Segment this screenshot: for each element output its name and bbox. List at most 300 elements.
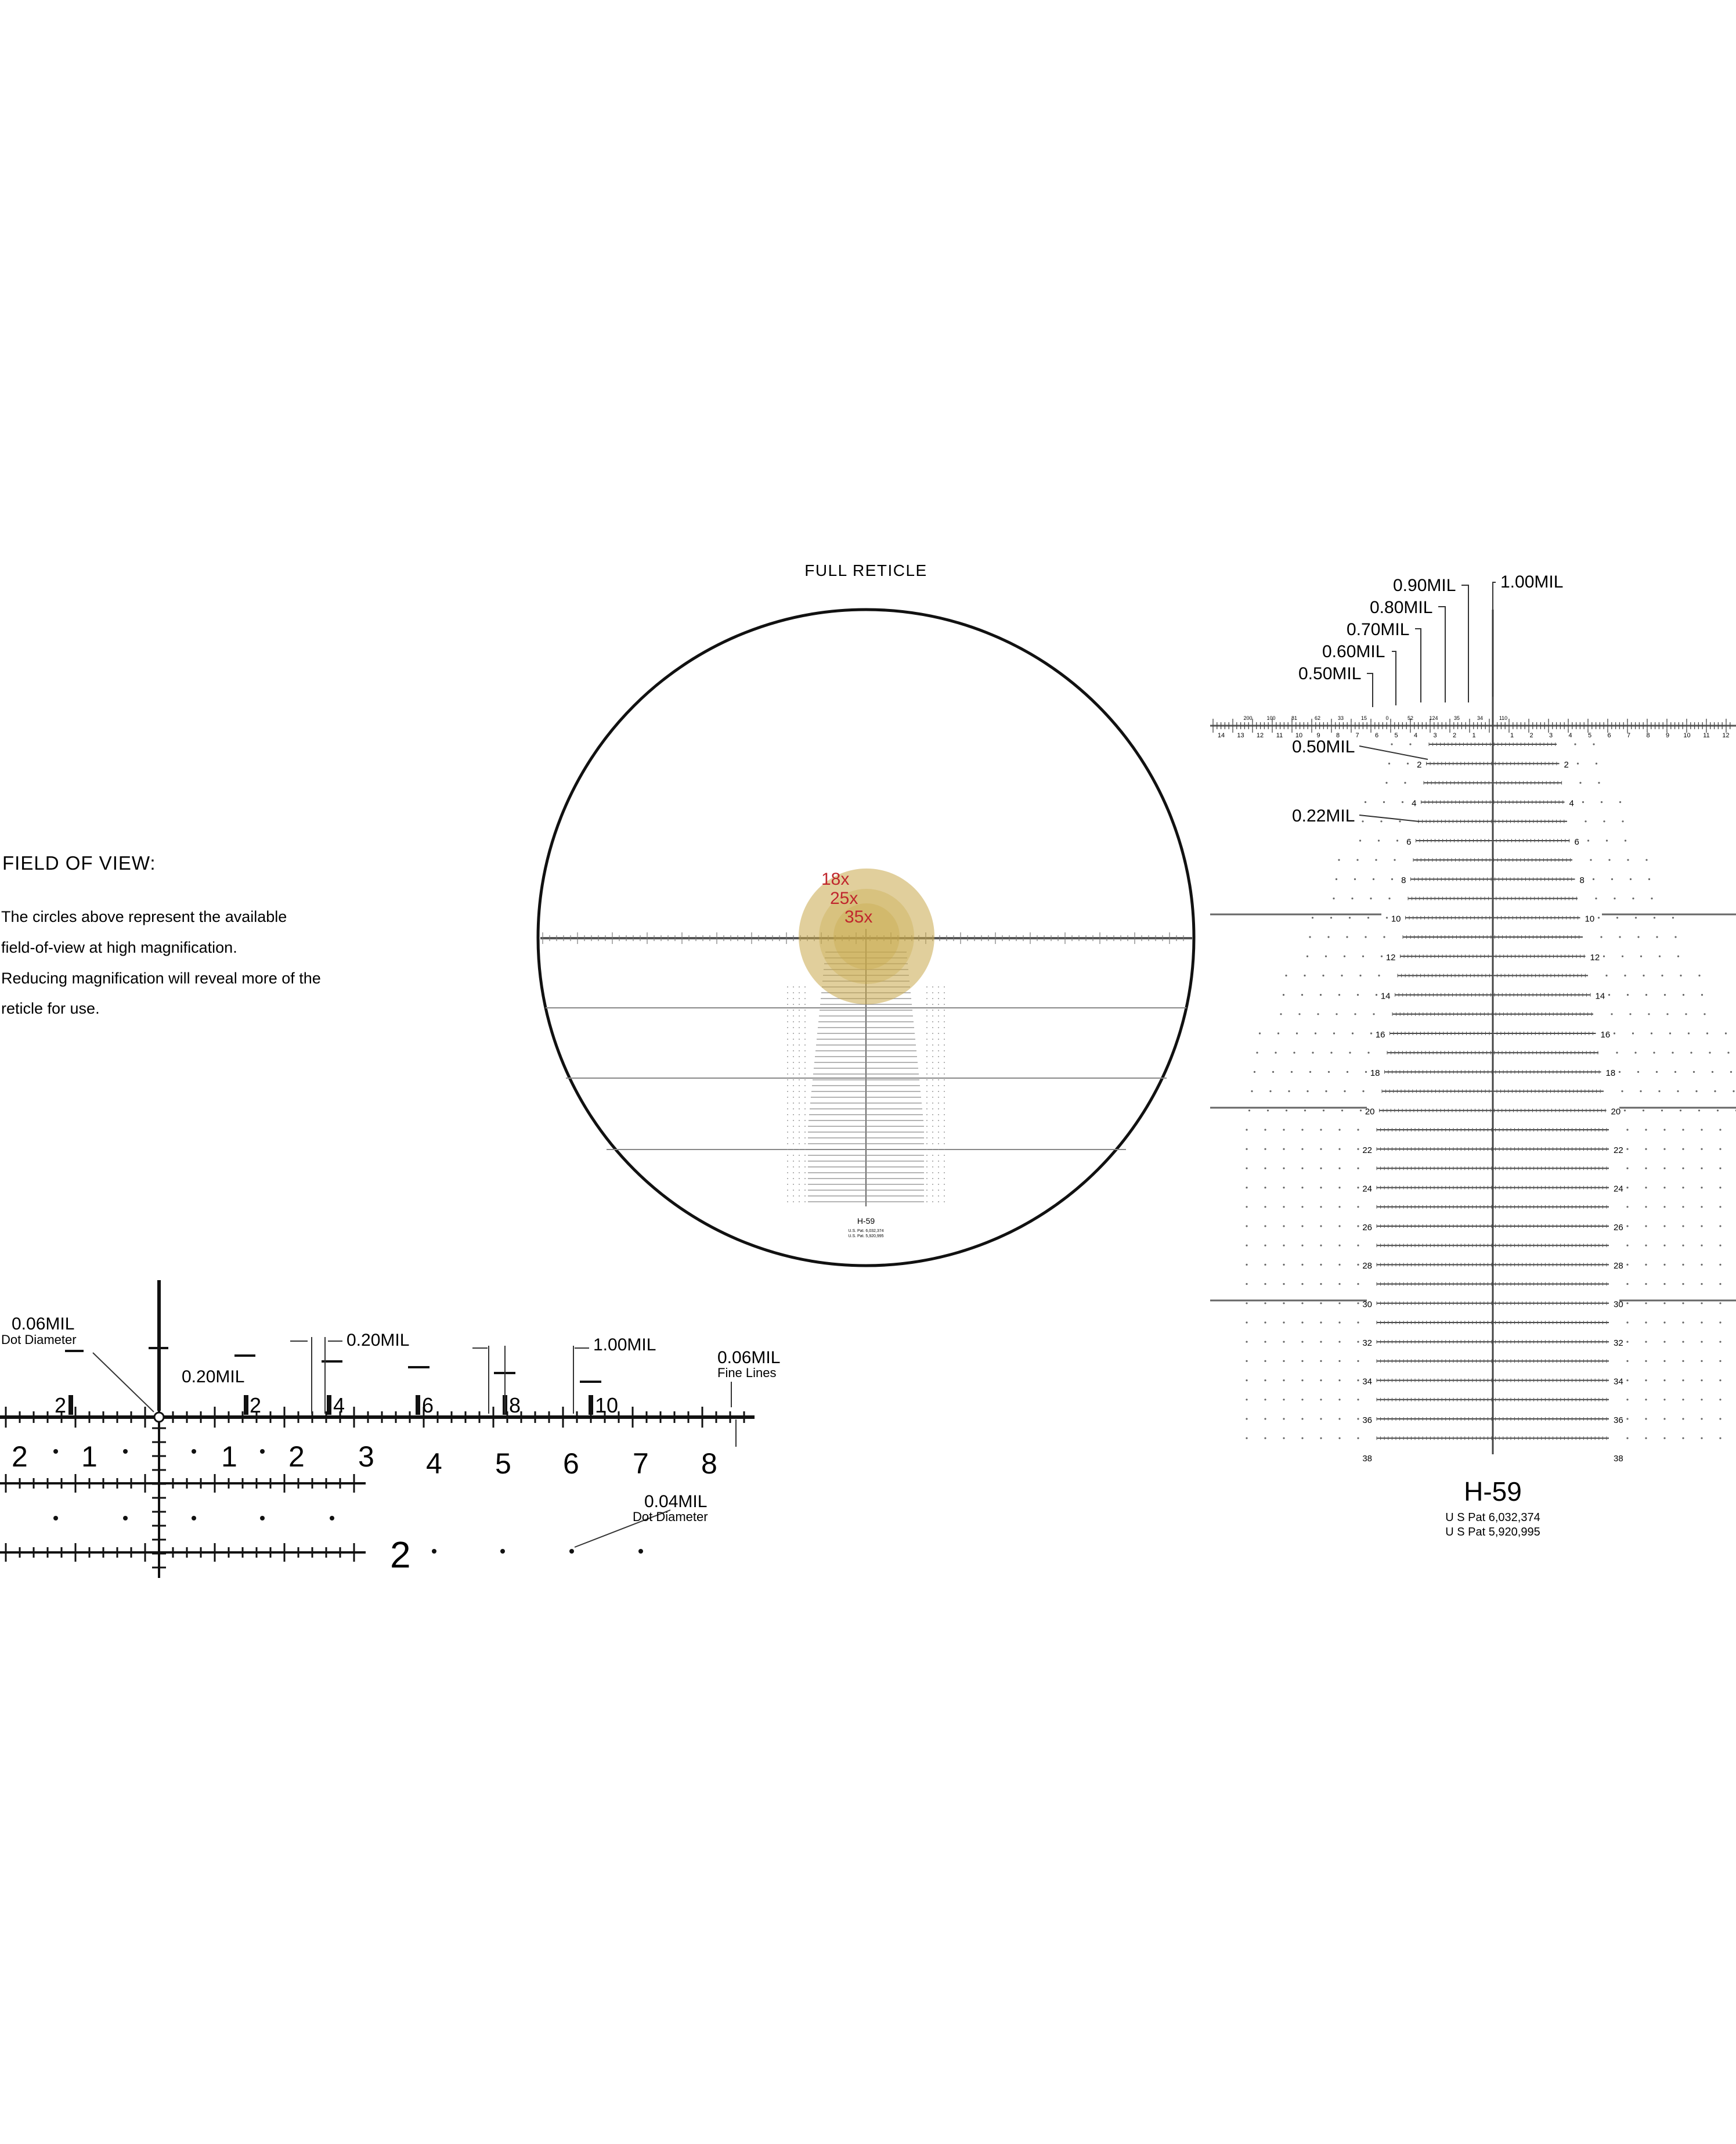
full-grid-dot: [944, 1073, 945, 1075]
svg-text:5: 5: [495, 1447, 511, 1480]
right-row-dot: [1632, 1032, 1634, 1034]
full-grid-dot: [944, 1178, 945, 1179]
full-grid-dot: [926, 1033, 927, 1034]
full-grid-dot: [799, 1010, 800, 1011]
full-grid-dot: [944, 1062, 945, 1063]
callout-0-50mil-b: 0.50MIL: [1292, 737, 1355, 756]
right-row-dot: [1338, 1302, 1340, 1304]
right-row-dot: [1264, 1283, 1266, 1285]
full-grid-dot: [944, 1091, 945, 1092]
right-row-dot: [1643, 1109, 1644, 1111]
full-grid-dot: [804, 1027, 806, 1028]
right-callout-text: [1292, 572, 1563, 826]
right-row-dot: [1637, 936, 1639, 938]
full-grid-dot: [944, 1137, 945, 1138]
full-grid-dot: [787, 1091, 788, 1092]
right-row-dot: [1719, 1264, 1721, 1266]
right-row-dot: [1320, 1360, 1322, 1362]
full-grid-dot: [938, 1091, 939, 1092]
callout-bar-b: 0.20MIL: [347, 1331, 410, 1350]
right-row-dot: [1640, 1090, 1641, 1092]
right-row-dot: [1356, 859, 1358, 861]
right-top-label: 110: [1499, 715, 1508, 721]
right-row-dot: [1301, 1264, 1303, 1266]
full-grid-dot: [926, 1056, 927, 1057]
callout-0-80mil: 0.80MIL: [1370, 598, 1433, 617]
right-row-dot: [1577, 763, 1579, 765]
full-grid-dot: [938, 1195, 939, 1197]
full-grid-dot: [793, 1097, 794, 1098]
full-grid-dot: [787, 1097, 788, 1098]
right-row-dot: [1714, 1090, 1716, 1092]
right-row-dot: [1341, 975, 1342, 976]
full-grid-dot: [793, 1050, 794, 1051]
full-grid-dot: [787, 1033, 788, 1034]
full-grid-dot: [804, 1085, 806, 1086]
right-row-label-left: 6: [1406, 837, 1412, 847]
full-grid-dot: [799, 1073, 800, 1075]
right-row-dot: [1719, 1379, 1721, 1381]
full-grid-dot: [787, 1190, 788, 1191]
right-row-dot: [1645, 994, 1647, 996]
right-row-dot: [1698, 1109, 1700, 1111]
full-grid-dot: [799, 1178, 800, 1179]
right-row-dot: [1645, 859, 1647, 861]
full-grid-dot: [926, 1137, 927, 1138]
full-grid-dot: [944, 1126, 945, 1127]
right-row-dot: [1301, 1399, 1303, 1400]
right-row-dot: [1626, 1129, 1628, 1130]
right-row-dot: [1616, 917, 1618, 918]
full-grid-dot: [787, 998, 788, 999]
full-grid-dot: [787, 1068, 788, 1069]
right-row-dot: [1701, 1129, 1702, 1130]
right-row-dot: [1682, 1379, 1684, 1381]
right-row-dot: [1283, 1302, 1284, 1304]
right-scale-right-number: 5: [1587, 732, 1592, 739]
right-row-dot: [1645, 1264, 1647, 1266]
full-grid-dot: [799, 1027, 800, 1028]
full-grid-dot: [932, 1039, 933, 1040]
right-row-dot: [1663, 1283, 1665, 1285]
right-row-label-left: 26: [1362, 1222, 1372, 1233]
full-grid-dot: [799, 1120, 800, 1121]
right-row-dot: [1344, 956, 1345, 957]
field-of-view-block: [1, 852, 321, 1017]
right-row-label-left: 4: [1412, 798, 1417, 809]
right-scale-right-number: 3: [1549, 732, 1553, 739]
right-row-dot: [1626, 1321, 1628, 1323]
full-grid-dot: [787, 1039, 788, 1040]
right-row-dot: [1336, 878, 1337, 880]
full-grid-dot: [793, 1027, 794, 1028]
right-row-dot: [1327, 936, 1329, 938]
full-grid-dot: [932, 1166, 933, 1168]
full-grid-dot: [938, 1056, 939, 1057]
right-row-dot: [1301, 1206, 1303, 1208]
full-grid-dot: [804, 1120, 806, 1121]
right-row-label-right: 28: [1614, 1261, 1623, 1271]
full-grid-dot: [804, 1178, 806, 1179]
right-row-dot: [1246, 1360, 1247, 1362]
right-row-label-left: 38: [1362, 1454, 1372, 1464]
right-row-dot: [1283, 1264, 1284, 1266]
right-row-dot: [1246, 1148, 1247, 1150]
full-grid-dot: [944, 1102, 945, 1104]
full-grid-dot: [793, 1166, 794, 1168]
full-grid-dot: [804, 1161, 806, 1162]
right-row-dot: [1719, 1437, 1721, 1439]
right-row-dot: [1264, 1187, 1266, 1188]
right-row-dot: [1719, 1321, 1721, 1323]
right-row-dot: [1603, 956, 1605, 957]
full-grid-dot: [944, 1172, 945, 1173]
right-row-dot: [1338, 1225, 1340, 1227]
right-row-dot: [1635, 917, 1637, 918]
right-row-dot: [1264, 1245, 1266, 1246]
right-row-label-right: 32: [1614, 1338, 1623, 1348]
right-row-dot: [1357, 1379, 1359, 1381]
right-row-dot: [1616, 1052, 1618, 1054]
right-row-dot: [1682, 1148, 1684, 1150]
full-grid-dot: [932, 1015, 933, 1017]
full-grid-dot: [793, 1172, 794, 1173]
right-row-dot: [1338, 1321, 1340, 1323]
right-row-dot: [1357, 1206, 1359, 1208]
full-grid-dot: [932, 1056, 933, 1057]
right-row-dot: [1246, 1341, 1247, 1343]
right-row-dot: [1630, 878, 1632, 880]
right-row-dot: [1701, 1225, 1702, 1227]
upper-num-1: 2: [55, 1393, 67, 1417]
right-row-dot: [1328, 1071, 1330, 1073]
right-row-dot: [1603, 820, 1605, 822]
full-grid-dot: [926, 1143, 927, 1144]
right-row-dot: [1264, 1264, 1266, 1266]
full-grid-dot: [932, 1108, 933, 1109]
callout-1-00mil: 1.00MIL: [1500, 572, 1564, 592]
right-scale-right-number: 8: [1646, 732, 1650, 739]
full-grid-dot: [932, 1073, 933, 1075]
full-grid-dot: [932, 1021, 933, 1022]
full-grid-dot: [926, 1178, 927, 1179]
full-grid-dot: [938, 1039, 939, 1040]
fov-line-3: Reducing magnification will reveal more of the: [1, 970, 321, 987]
right-row-dot: [1585, 820, 1586, 822]
right-row-dot: [1680, 1109, 1681, 1111]
right-row-dot: [1246, 1437, 1247, 1439]
right-row-dot: [1320, 1341, 1322, 1343]
mag-label-35x: 35x: [844, 907, 873, 927]
full-grid-dot: [804, 1114, 806, 1115]
full-grid-dot: [932, 986, 933, 988]
right-row-dot: [1320, 1129, 1322, 1130]
right-row-dot: [1682, 1437, 1684, 1439]
right-row-dot: [1283, 1283, 1284, 1285]
full-grid-dot: [799, 1190, 800, 1191]
callout-0-50mil: 0.50MIL: [1298, 664, 1362, 683]
right-row-dot: [1598, 782, 1600, 784]
right-row-dot: [1719, 1168, 1721, 1169]
right-row-dot: [1574, 743, 1576, 745]
right-top-label: 52: [1407, 715, 1414, 721]
right-row-dot: [1719, 1302, 1721, 1304]
right-row-dot: [1619, 1071, 1620, 1073]
upper-num-2: 2: [250, 1393, 262, 1417]
full-grid-dot: [926, 1132, 927, 1133]
full-grid-dot: [799, 1033, 800, 1034]
right-row-dot: [1645, 1321, 1647, 1323]
right-row-dot: [1301, 994, 1303, 996]
full-grid-dot: [804, 1004, 806, 1005]
right-row-dot: [1719, 1148, 1721, 1150]
right-row-dot: [1632, 898, 1634, 899]
right-row-dot: [1246, 1418, 1247, 1419]
right-row-dot: [1626, 1168, 1628, 1169]
full-grid-dot: [787, 1044, 788, 1046]
right-row-dot: [1645, 1302, 1647, 1304]
right-row-dot: [1645, 1187, 1647, 1188]
full-grid-dot: [938, 1132, 939, 1133]
full-grid-dot: [944, 1195, 945, 1197]
right-row-dot: [1404, 782, 1406, 784]
svg-text:1: 1: [221, 1440, 237, 1473]
full-grid-dot: [932, 1004, 933, 1005]
full-grid-dot: [926, 992, 927, 993]
right-row-dot: [1323, 1109, 1324, 1111]
right-row-dot: [1730, 1071, 1732, 1073]
right-row-dot: [1320, 1148, 1322, 1150]
right-scale-right-number: 7: [1626, 732, 1631, 739]
full-grid-dot: [932, 1068, 933, 1069]
full-grid-dot: [799, 1108, 800, 1109]
right-row-dot: [1357, 1399, 1359, 1400]
right-row-label-right: 36: [1614, 1415, 1623, 1425]
right-row-dot: [1402, 801, 1403, 803]
right-row-dot: [1645, 1148, 1647, 1150]
full-grid-dot: [926, 1195, 927, 1197]
right-row-dot: [1624, 1109, 1626, 1111]
right-row-dot: [1362, 956, 1364, 957]
full-grid-dot: [932, 1027, 933, 1028]
right-row-dot: [1264, 1360, 1266, 1362]
right-scale-right-number: 12: [1722, 732, 1730, 739]
right-row-dot: [1301, 1437, 1303, 1439]
full-grid-dot: [932, 1050, 933, 1051]
right-row-dot: [1298, 1013, 1300, 1015]
full-grid-dot: [938, 986, 939, 988]
right-row-label-right: 26: [1614, 1222, 1623, 1233]
full-grid-dot: [944, 992, 945, 993]
full-grid-dot: [799, 1056, 800, 1057]
full-grid-dot: [926, 1201, 927, 1202]
right-row-dot: [1283, 1437, 1284, 1439]
right-row-dot: [1325, 1090, 1327, 1092]
right-row-dot: [1338, 1206, 1340, 1208]
right-row-dot: [1320, 1399, 1322, 1400]
right-row-dot: [1264, 1437, 1266, 1439]
right-scale-right-number: 9: [1665, 732, 1670, 739]
right-row-dot: [1306, 1090, 1308, 1092]
full-grid-dot: [787, 1010, 788, 1011]
right-row-dot: [1701, 1168, 1702, 1169]
full-grid-dot: [932, 1190, 933, 1191]
full-grid-dot: [938, 1114, 939, 1115]
callout-fine-lines-sub: Fine Lines: [717, 1365, 777, 1380]
full-grid-dot: [932, 1143, 933, 1144]
full-grid-dot: [926, 1039, 927, 1040]
right-row-dot: [1246, 1168, 1247, 1169]
right-row-dot: [1338, 994, 1340, 996]
right-row-dot: [1621, 1090, 1623, 1092]
full-grid-dot: [793, 1132, 794, 1133]
full-grid-dot: [938, 1184, 939, 1185]
right-row-dot: [1626, 1437, 1628, 1439]
right-row-dot: [1320, 1418, 1322, 1419]
right-row-dot: [1582, 801, 1584, 803]
full-grid-dot: [793, 1143, 794, 1144]
full-grid-dot: [926, 1172, 927, 1173]
full-grid-dot: [944, 1143, 945, 1144]
full-grid-dot: [926, 1166, 927, 1168]
right-row-dot: [1407, 763, 1409, 765]
right-row-dot: [1246, 1264, 1247, 1266]
right-row-dot: [1283, 1168, 1284, 1169]
full-grid-dot: [932, 1033, 933, 1034]
right-row-dot: [1682, 1321, 1684, 1323]
right-row-dot: [1706, 1032, 1708, 1034]
full-grid-dot: [804, 1201, 806, 1202]
full-grid-dot: [787, 1108, 788, 1109]
right-row-dot: [1336, 1013, 1337, 1015]
right-row-dot: [1663, 1148, 1665, 1150]
full-grid-dot: [804, 1015, 806, 1017]
right-row-dot: [1661, 1109, 1663, 1111]
right-row-label-left: 30: [1362, 1299, 1372, 1310]
full-grid-dot: [932, 1097, 933, 1098]
full-grid-dot: [793, 986, 794, 988]
right-row-dot: [1701, 1399, 1702, 1400]
right-row-dot: [1654, 917, 1655, 918]
right-row-dot: [1338, 1148, 1340, 1150]
right-reticle-name: H-59: [1464, 1476, 1522, 1507]
callout-dot-diameter-top: 0.06MIL: [12, 1314, 75, 1334]
full-grid-dot: [787, 1079, 788, 1080]
full-grid-dot: [804, 1184, 806, 1185]
right-row-label-left: 22: [1362, 1145, 1372, 1155]
full-grid-dot: [787, 1120, 788, 1121]
full-grid-dot: [793, 1114, 794, 1115]
right-row-dot: [1719, 1399, 1721, 1400]
full-grid-dot: [787, 1085, 788, 1086]
right-row-dot: [1246, 1206, 1247, 1208]
right-row-dot: [1320, 1321, 1322, 1323]
full-grid-dot: [938, 1079, 939, 1080]
right-row-dot: [1626, 1264, 1628, 1266]
full-grid-dot: [793, 1085, 794, 1086]
right-row-dot: [1643, 975, 1644, 976]
right-row-dot: [1719, 1283, 1721, 1285]
right-top-label: 124: [1429, 715, 1438, 721]
full-grid-dot: [938, 1201, 939, 1202]
full-grid-dot: [932, 1062, 933, 1063]
svg-text:2: 2: [288, 1440, 305, 1473]
right-scale-left-number: 3: [1433, 732, 1437, 739]
right-row-dot: [1248, 1109, 1250, 1111]
right-row-dot: [1601, 801, 1603, 803]
right-row-dot: [1626, 1187, 1628, 1188]
full-grid-dot: [944, 1068, 945, 1069]
right-row-dot: [1719, 1245, 1721, 1246]
right-row-dot: [1357, 1225, 1359, 1227]
fov-line-4: reticle for use.: [1, 1000, 100, 1017]
right-row-label-right: 16: [1600, 1029, 1611, 1040]
full-grid-dot: [932, 1161, 933, 1162]
full-grid-dot: [787, 1166, 788, 1168]
right-row-dot: [1656, 936, 1658, 938]
right-row-dot: [1666, 1013, 1668, 1015]
right-row-dot: [1611, 1013, 1612, 1015]
right-row-dot: [1383, 801, 1385, 803]
right-row-dot: [1283, 1129, 1284, 1130]
full-grid-dot: [804, 1010, 806, 1011]
full-grid-dot: [938, 1166, 939, 1168]
right-row-label-right: 6: [1574, 837, 1579, 847]
right-row-dot: [1394, 859, 1395, 861]
right-patent-2: U S Pat 5,920,995: [1445, 1526, 1540, 1538]
full-grid-dot: [938, 1073, 939, 1075]
right-row-dot: [1719, 1418, 1721, 1419]
right-row-dot: [1246, 1321, 1247, 1323]
right-scale-right-number: 10: [1683, 732, 1691, 739]
right-row-label-left: 32: [1362, 1338, 1372, 1348]
full-grid-dot: [944, 1190, 945, 1191]
full-grid-dot: [804, 1068, 806, 1069]
upper-num-6: 10: [595, 1393, 619, 1417]
right-row-dot: [1333, 1032, 1335, 1034]
right-row-dot: [1291, 1071, 1293, 1073]
right-row-dot: [1624, 975, 1626, 976]
full-grid-dot: [799, 1126, 800, 1127]
right-row-dot: [1651, 898, 1652, 899]
full-grid-dot: [932, 1201, 933, 1202]
callout-fine-lines: 0.06MIL: [717, 1348, 781, 1367]
right-row-dot: [1596, 763, 1597, 765]
full-grid-dot: [799, 992, 800, 993]
fov-title: FIELD OF VIEW:: [2, 852, 156, 874]
full-grid-dot: [787, 1073, 788, 1075]
callout-0-70mil: 0.70MIL: [1347, 620, 1410, 639]
full-grid-dot: [804, 1126, 806, 1127]
right-row-dot: [1672, 1052, 1673, 1054]
full-grid-dot: [944, 1015, 945, 1017]
right-row-dot: [1388, 898, 1390, 899]
right-row-dot: [1626, 1206, 1628, 1208]
right-panel: [1210, 572, 1736, 1538]
right-row-dot: [1296, 1032, 1298, 1034]
right-row-dot: [1674, 936, 1676, 938]
right-row-dot: [1309, 1071, 1311, 1073]
right-row-dot: [1663, 1245, 1665, 1246]
full-grid-dot: [926, 1102, 927, 1104]
full-grid-dot: [938, 1137, 939, 1138]
right-scale-left-number: 14: [1217, 732, 1225, 739]
detail-vertical-number: 2: [390, 1534, 411, 1576]
full-grid-dot: [938, 1108, 939, 1109]
right-row-dot: [1359, 839, 1361, 841]
full-grid-dot: [793, 1039, 794, 1040]
full-grid-dot: [938, 1062, 939, 1063]
